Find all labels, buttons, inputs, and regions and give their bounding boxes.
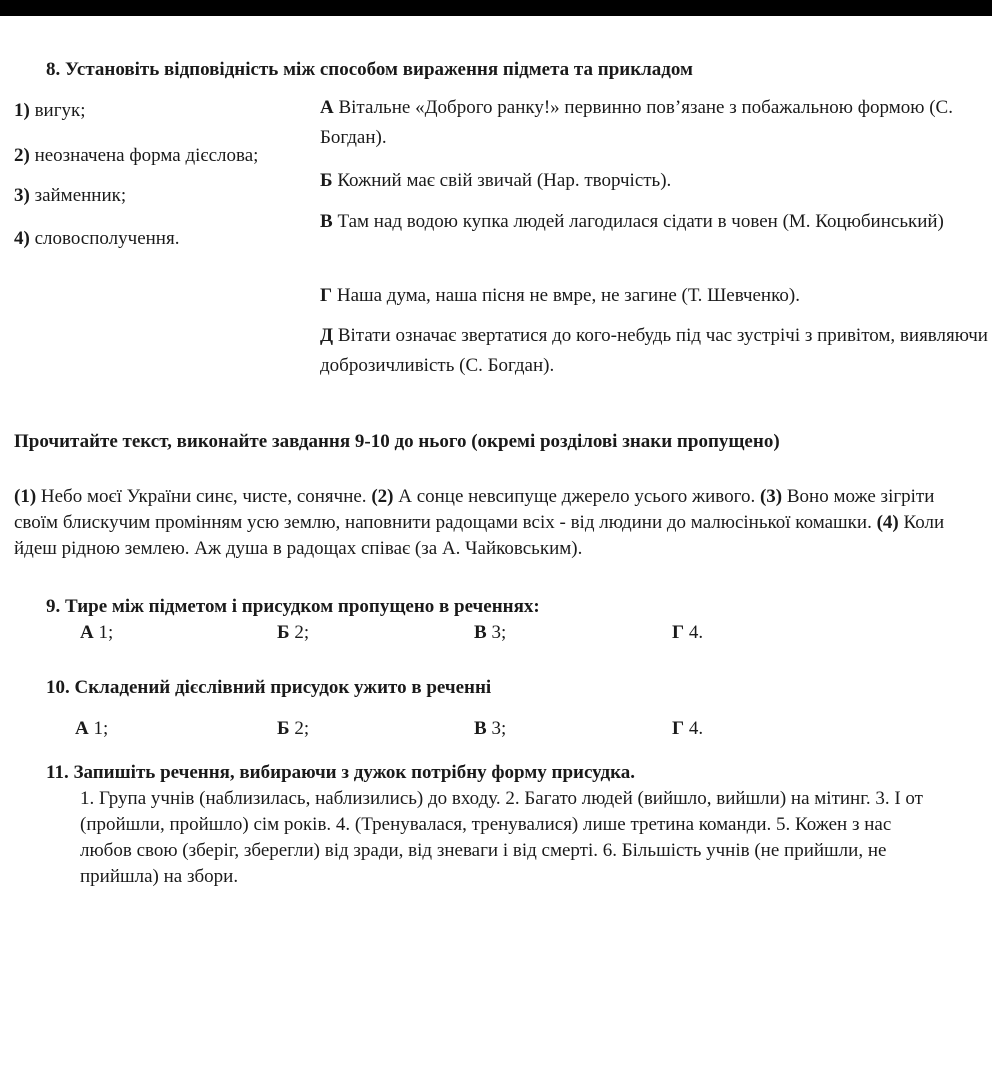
item-number: 1) [14, 100, 30, 121]
sentence-number: (4) [876, 512, 899, 533]
option-text: 1; [88, 718, 109, 739]
sentence-text: Небо моєї України синє, чисте, сонячне. [36, 486, 372, 507]
q10-option-g [672, 716, 703, 742]
option-letter: А [320, 97, 334, 118]
q8-left-item-2 [14, 143, 258, 169]
q8-option-d [320, 321, 988, 381]
option-letter: А [75, 718, 89, 739]
option-letter: Б [277, 718, 290, 739]
sentence-number: (2) [371, 486, 394, 507]
q9-option-v [474, 620, 506, 646]
q8-option-g [320, 281, 988, 311]
top-black-bar [0, 0, 992, 16]
sentence-text: Коли йдеш рідною землею. Аж душа в радощах співає (за А. Чайковським). [14, 512, 945, 559]
option-letter: Г [672, 622, 685, 643]
option-text: Кожний має свій звичай (Нар. творчість). [332, 170, 672, 191]
q9-option-g [672, 620, 703, 646]
option-text: 2; [289, 622, 310, 643]
item-number: 2) [14, 145, 30, 166]
reading-instruction: Прочитайте текст, виконайте завдання 9-10 до нього (окремі розділові знаки пропущено) [14, 431, 780, 452]
option-text: 1; [93, 622, 114, 643]
q8-left-item-3 [14, 183, 126, 209]
option-letter: А [80, 622, 94, 643]
option-letter: В [474, 622, 487, 643]
q8-option-b [320, 166, 988, 196]
option-text: Вітальне «Доброго ранку!» первинно пов’язане з побажальною формою (С. Богдан). [320, 97, 953, 148]
question-11-title: 11. Запишіть речення, вибираючи з дужок потрібну форму присудка. [46, 762, 635, 783]
item-text: словосполучення. [29, 228, 180, 249]
question-8-title: 8. Установіть відповідність між способом вираження підмета та прикладом [46, 59, 694, 80]
q10-option-b [277, 716, 309, 742]
item-text: неозначена форма дієслова; [29, 145, 259, 166]
q10-option-v [474, 716, 506, 742]
q8-left-item-4 [14, 226, 179, 252]
item-text: вигук; [29, 100, 86, 121]
option-text: Вітати означає звертатися до кого-небудь під час зустрічі з привітом, виявляючи доброзичливість (С. Богдан). [320, 325, 988, 376]
option-text: 4. [684, 622, 704, 643]
q9-option-a [80, 620, 113, 646]
sentence-number: (3) [759, 486, 783, 507]
option-text: Там над водою купка людей лагодилася сідати в човен (М. Коцюбинський) [332, 211, 944, 232]
item-text: займенник; [29, 185, 127, 206]
option-text: 3; [486, 622, 507, 643]
item-number: 4) [14, 228, 30, 249]
reading-text [14, 484, 954, 562]
option-letter: Г [320, 285, 333, 306]
option-letter: В [474, 718, 487, 739]
option-letter: Д [320, 325, 334, 346]
q8-option-a [320, 93, 988, 153]
q8-left-item-1 [14, 98, 86, 124]
question-9-title: 9. Тире між підметом і присудком пропущено в реченнях: [46, 596, 540, 617]
item-number: 3) [14, 185, 30, 206]
option-text: 2; [289, 718, 310, 739]
q10-option-a [75, 716, 108, 742]
option-text: Наша дума, наша пісня не вмре, не загине (Т. Шевченко). [332, 285, 800, 306]
sentence-number: (1) [14, 486, 37, 507]
sentence-text: Воно може зігріти своїм блискучим промінням усю землю, наповнити радощами всіх - від людини до малюсінької комашки. [14, 486, 935, 533]
q9-option-b [277, 620, 309, 646]
option-letter: Г [672, 718, 685, 739]
sentence-text: А сонце невсипуще джерело усього живого. [393, 486, 760, 507]
option-letter: В [320, 211, 333, 232]
option-letter: Б [320, 170, 333, 191]
question-10-title: 10. Складений дієслівний присудок ужито в реченні [46, 677, 492, 698]
q8-option-v [320, 207, 988, 237]
option-text: 3; [486, 718, 507, 739]
option-letter: Б [277, 622, 290, 643]
option-text: 4. [684, 718, 704, 739]
question-11-text: 1. Група учнів (наблизилась, наблизились) до входу. 2. Багато людей (вийшло, вийшли) на мітинг. 3. І от (пройшли, пройшло) сім років. 4. (Тренувалася, тренувалися) лише третина команди. 5. Кожен з нас любов свою (зберіг, зберегли) від зради, від зневаги і від смерті. 6. Більшість учнів (не прийшли, не прийшла) на збори. [80, 788, 923, 887]
